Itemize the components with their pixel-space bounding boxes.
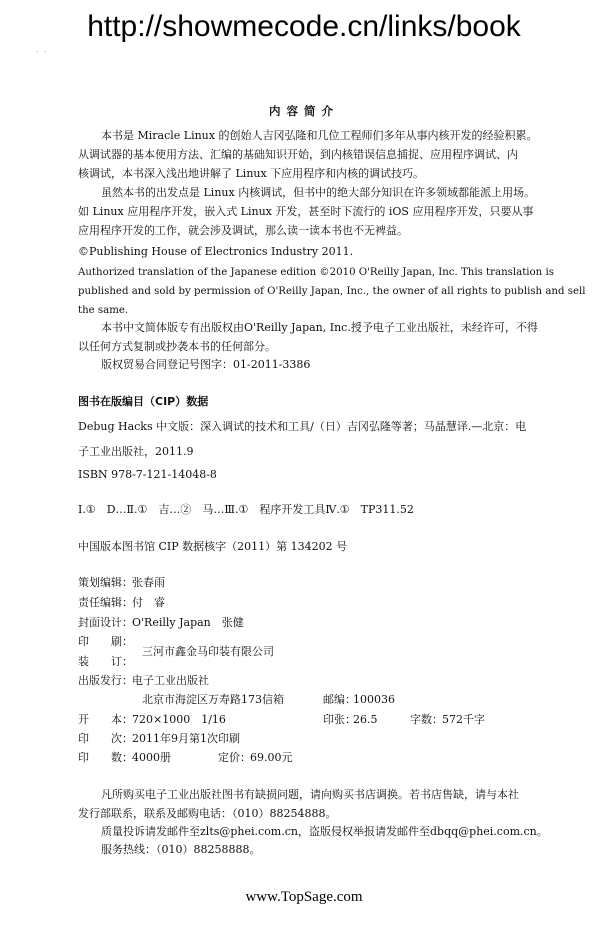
text-line: 发行部联系，联系及邮购电话：（010）88254888。 — [78, 807, 337, 820]
postcode: 100036 — [353, 693, 395, 706]
text-line: 应用程序开发的工作，就会涉及调试，那么读一读本书也不无裨益。 — [78, 224, 408, 237]
print-label: 印 刷： — [78, 635, 133, 648]
text-line: 虽然本书的出发点是 Linux 内核调试，但书中的绝大部分知识在许多领域都能派上用场。 — [101, 186, 536, 199]
scan-dots: . . — [36, 46, 49, 54]
quality-complaint: 质量投诉请发邮件至zlts@phei.com.cn，盗版侵权举报请发邮件至dbqq@phei.com.cn。 — [101, 825, 548, 838]
footer-url: www.TopSage.com — [245, 889, 363, 905]
text-line: 如 Linux 应用程序开发，嵌入式 Linux 开发，甚至时下流行的 iOS 应用程序开发，只要从事 — [78, 205, 534, 218]
text-line: 本书中文简体版专有出版权由O'Reilly Japan, Inc.授予电子工业出版社，未经许可，不得 — [101, 321, 538, 334]
text-line: 本书是 Miracle Linux 的创始人吉冈弘隆和几位工程师们多年从事内核开发的经验积累。 — [101, 129, 538, 142]
text-line: 子工业出版社，2011.9 — [78, 445, 194, 458]
text-line: the same. — [78, 305, 129, 316]
publisher: 电子工业出版社 — [132, 674, 209, 687]
summary-title: 内容简介 — [269, 104, 339, 118]
text-line: 从调试器的基本使用方法、汇编的基础知识开始，到内核错误信息捕捉、应用程序调试、内 — [78, 148, 518, 161]
isbn: ISBN 978-7-121-14048-8 — [78, 468, 217, 481]
text-line: Debug Hacks 中文版：深入调试的技术和工具/（日）吉冈弘隆等著；马晶慧译.—北京：电 — [78, 420, 527, 433]
edition: 2011年9月第1次印刷 — [132, 732, 240, 745]
cip-core-number: 中国版本图书馆 CIP 数据核字（2011）第 134202 号 — [78, 540, 348, 553]
planning-editor-label: 策划编辑： — [78, 576, 133, 589]
responsible-editor: 付 睿 — [132, 596, 165, 609]
sheets-label: 印张： — [323, 713, 356, 726]
service-hotline: 服务热线：（010）88258888。 — [101, 843, 261, 856]
cip-heading: 图书在版编目（CIP）数据 — [78, 395, 209, 408]
copies: 4000册 — [132, 751, 171, 764]
binding-label: 装 订： — [78, 655, 133, 668]
responsible-editor-label: 责任编辑： — [78, 596, 133, 609]
printer: 三河市鑫金马印装有限公司 — [142, 645, 274, 658]
postcode-label: 邮编： — [323, 693, 356, 706]
cover-design-label: 封面设计： — [78, 616, 133, 629]
classification: Ⅰ.① D…Ⅱ.① 吉…② 马…Ⅲ.① 程序开发工具Ⅳ.① TP311.52 — [78, 503, 414, 516]
text-line: 凡所购买电子工业出版社图书有缺损问题，请向购买书店调换。若书店售缺，请与本社 — [101, 788, 519, 801]
words-label: 字数： — [410, 713, 443, 726]
edition-label: 印 次： — [78, 732, 133, 745]
words: 572千字 — [442, 713, 485, 726]
cover-design: O'Reilly Japan 张健 — [132, 616, 244, 629]
text-line: published and sold by permission of O'Reilly Japan, Inc., the owner of all rights to publish and sell — [78, 286, 586, 297]
format: 720×1000 1/16 — [132, 713, 226, 726]
copies-label: 印 数： — [78, 751, 133, 764]
text-line: Authorized translation of the Japanese edition ©2010 O'Reilly Japan, Inc. This translation is — [78, 267, 554, 278]
text-line: 核调试，本书深入浅出地讲解了 Linux 下应用程序和内核的调试技巧。 — [78, 167, 425, 180]
format-label: 开 本： — [78, 713, 133, 726]
text-line: 以任何方式复制或抄袭本书的任何部分。 — [78, 340, 276, 353]
contract-registration: 版权贸易合同登记号图字：01-2011-3386 — [101, 358, 311, 371]
price: 69.00元 — [250, 751, 293, 764]
price-label: 定价： — [218, 751, 251, 764]
header-url: http://showmecode.cn/links/book — [87, 10, 521, 43]
address: 北京市海淀区万寿路173信箱 — [142, 693, 284, 706]
sheets: 26.5 — [353, 713, 378, 726]
copyright-line: ©Publishing House of Electronics Industry 2011. — [78, 245, 354, 258]
planning-editor: 张春雨 — [132, 576, 165, 589]
publisher-label: 出版发行： — [78, 674, 133, 687]
